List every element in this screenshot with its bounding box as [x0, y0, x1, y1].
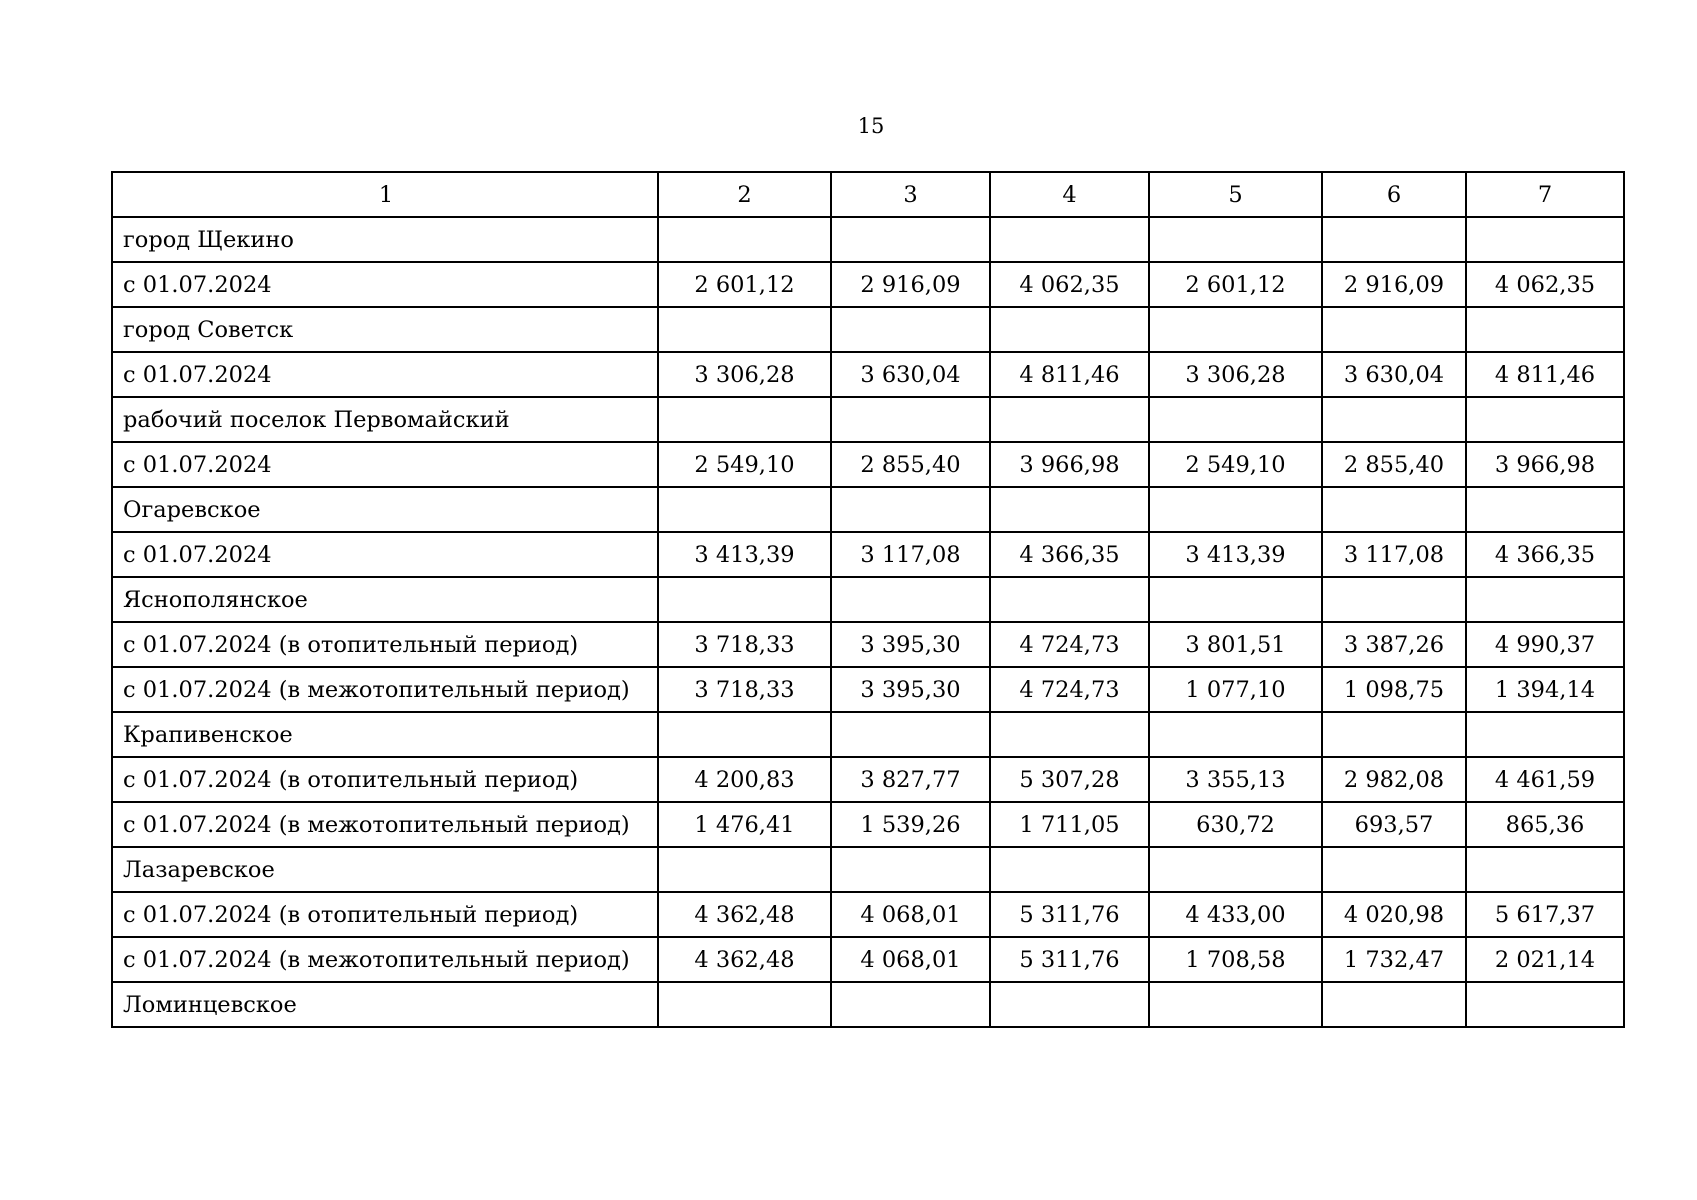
- tariff-value-col-2: 2 549,10: [658, 442, 831, 487]
- tariff-value-col-5: 2 601,12: [1149, 262, 1322, 307]
- tariff-value-col-6: [1322, 487, 1466, 532]
- period-label: с 01.07.2024: [112, 442, 658, 487]
- period-label: с 01.07.2024: [112, 532, 658, 577]
- tariff-value-col-3: [831, 577, 990, 622]
- tariff-value-col-3: [831, 847, 990, 892]
- tariff-value-col-6: [1322, 847, 1466, 892]
- tariff-value-col-6: 1 098,75: [1322, 667, 1466, 712]
- tariff-value-col-6: [1322, 577, 1466, 622]
- tariff-value-col-2: 3 306,28: [658, 352, 831, 397]
- tariff-value-col-4: 4 724,73: [990, 667, 1149, 712]
- tariff-value-col-3: [831, 397, 990, 442]
- tariff-value-col-7: [1466, 577, 1624, 622]
- tariff-value-col-6: 1 732,47: [1322, 937, 1466, 982]
- tariff-value-col-4: 1 711,05: [990, 802, 1149, 847]
- tariff-value-col-3: 2 916,09: [831, 262, 990, 307]
- column-number-6: 6: [1322, 172, 1466, 217]
- settlement-row: [112, 982, 1624, 1027]
- tariff-row: [112, 757, 1624, 802]
- tariff-value-col-3: [831, 712, 990, 757]
- tariff-value-col-5: [1149, 577, 1322, 622]
- period-label: с 01.07.2024 (в межотопительный период): [112, 937, 658, 982]
- tariff-row: [112, 442, 1624, 487]
- tariff-value-col-7: 4 990,37: [1466, 622, 1624, 667]
- tariff-value-col-4: 4 366,35: [990, 532, 1149, 577]
- tariff-value-col-3: 4 068,01: [831, 892, 990, 937]
- page-number: 15: [857, 114, 885, 138]
- tariff-value-col-4: 3 966,98: [990, 442, 1149, 487]
- tariff-value-col-7: [1466, 712, 1624, 757]
- tariff-value-col-3: 3 395,30: [831, 667, 990, 712]
- tariff-value-col-5: [1149, 487, 1322, 532]
- period-label: с 01.07.2024 (в межотопительный период): [112, 667, 658, 712]
- tariff-value-col-4: 4 724,73: [990, 622, 1149, 667]
- tariff-row: [112, 937, 1624, 982]
- settlement-row: [112, 397, 1624, 442]
- tariff-value-col-5: [1149, 397, 1322, 442]
- tariff-value-col-4: [990, 307, 1149, 352]
- tariff-value-col-7: [1466, 847, 1624, 892]
- settlement-name: Крапивенское: [112, 712, 658, 757]
- tariff-value-col-7: 4 062,35: [1466, 262, 1624, 307]
- tariff-value-col-2: [658, 217, 831, 262]
- tariff-value-col-2: 4 200,83: [658, 757, 831, 802]
- tariff-value-col-7: 2 021,14: [1466, 937, 1624, 982]
- period-label: с 01.07.2024: [112, 352, 658, 397]
- tariff-value-col-7: [1466, 307, 1624, 352]
- tariff-row: [112, 262, 1624, 307]
- tariff-value-col-7: 4 811,46: [1466, 352, 1624, 397]
- tariff-value-col-4: [990, 397, 1149, 442]
- tariff-row: [112, 622, 1624, 667]
- settlement-row: [112, 487, 1624, 532]
- tariff-value-col-3: [831, 487, 990, 532]
- tariff-value-col-5: [1149, 307, 1322, 352]
- period-label: с 01.07.2024 (в отопительный период): [112, 892, 658, 937]
- tariff-value-col-3: 3 630,04: [831, 352, 990, 397]
- tariff-value-col-5: [1149, 847, 1322, 892]
- tariff-table: [111, 171, 1625, 1028]
- settlement-name: Ломинцевское: [112, 982, 658, 1027]
- period-label: с 01.07.2024: [112, 262, 658, 307]
- tariff-value-col-2: 3 718,33: [658, 622, 831, 667]
- tariff-value-col-4: [990, 847, 1149, 892]
- tariff-value-col-7: [1466, 397, 1624, 442]
- tariff-value-col-7: 5 617,37: [1466, 892, 1624, 937]
- tariff-value-col-2: [658, 307, 831, 352]
- tariff-value-col-6: [1322, 712, 1466, 757]
- tariff-value-col-6: 3 117,08: [1322, 532, 1466, 577]
- tariff-value-col-2: [658, 397, 831, 442]
- tariff-value-col-4: [990, 712, 1149, 757]
- tariff-value-col-4: 5 311,76: [990, 937, 1149, 982]
- tariff-value-col-5: 2 549,10: [1149, 442, 1322, 487]
- tariff-value-col-3: 4 068,01: [831, 937, 990, 982]
- tariff-value-col-5: 1 708,58: [1149, 937, 1322, 982]
- tariff-value-col-2: [658, 487, 831, 532]
- tariff-value-col-4: [990, 487, 1149, 532]
- tariff-value-col-5: 4 433,00: [1149, 892, 1322, 937]
- tariff-value-col-6: [1322, 397, 1466, 442]
- tariff-value-col-3: 3 117,08: [831, 532, 990, 577]
- tariff-row: [112, 352, 1624, 397]
- tariff-value-col-3: 3 395,30: [831, 622, 990, 667]
- settlement-row: [112, 712, 1624, 757]
- column-number-3: 3: [831, 172, 990, 217]
- tariff-value-col-7: [1466, 217, 1624, 262]
- tariff-value-col-5: 1 077,10: [1149, 667, 1322, 712]
- tariff-value-col-4: 5 307,28: [990, 757, 1149, 802]
- tariff-row: [112, 892, 1624, 937]
- tariff-value-col-7: 3 966,98: [1466, 442, 1624, 487]
- tariff-value-col-4: [990, 217, 1149, 262]
- tariff-value-col-6: 3 387,26: [1322, 622, 1466, 667]
- tariff-row: [112, 667, 1624, 712]
- tariff-value-col-2: 1 476,41: [658, 802, 831, 847]
- tariff-value-col-7: 1 394,14: [1466, 667, 1624, 712]
- table-header-row: [112, 172, 1624, 217]
- column-number-2: 2: [658, 172, 831, 217]
- tariff-value-col-2: [658, 712, 831, 757]
- settlement-name: Лазаревское: [112, 847, 658, 892]
- settlement-name: Огаревское: [112, 487, 658, 532]
- settlement-row: [112, 847, 1624, 892]
- column-number-4: 4: [990, 172, 1149, 217]
- tariff-value-col-6: 2 855,40: [1322, 442, 1466, 487]
- tariff-value-col-2: 3 718,33: [658, 667, 831, 712]
- tariff-value-col-5: [1149, 712, 1322, 757]
- tariff-value-col-2: 2 601,12: [658, 262, 831, 307]
- tariff-value-col-5: 3 306,28: [1149, 352, 1322, 397]
- tariff-value-col-6: [1322, 307, 1466, 352]
- settlement-row: [112, 217, 1624, 262]
- settlement-name: город Советск: [112, 307, 658, 352]
- tariff-value-col-6: 4 020,98: [1322, 892, 1466, 937]
- tariff-value-col-4: 5 311,76: [990, 892, 1149, 937]
- settlement-name: город Щекино: [112, 217, 658, 262]
- tariff-row: [112, 802, 1624, 847]
- tariff-value-col-5: [1149, 982, 1322, 1027]
- column-number-5: 5: [1149, 172, 1322, 217]
- tariff-value-col-5: [1149, 217, 1322, 262]
- tariff-value-col-6: [1322, 982, 1466, 1027]
- tariff-value-col-6: [1322, 217, 1466, 262]
- period-label: с 01.07.2024 (в межотопительный период): [112, 802, 658, 847]
- tariff-value-col-5: 3 801,51: [1149, 622, 1322, 667]
- tariff-value-col-4: 4 062,35: [990, 262, 1149, 307]
- tariff-value-col-2: [658, 982, 831, 1027]
- tariff-value-col-4: [990, 982, 1149, 1027]
- tariff-value-col-3: [831, 307, 990, 352]
- tariff-value-col-2: 3 413,39: [658, 532, 831, 577]
- tariff-value-col-4: 4 811,46: [990, 352, 1149, 397]
- tariff-value-col-5: 630,72: [1149, 802, 1322, 847]
- tariff-value-col-6: 2 916,09: [1322, 262, 1466, 307]
- period-label: с 01.07.2024 (в отопительный период): [112, 757, 658, 802]
- tariff-value-col-5: 3 413,39: [1149, 532, 1322, 577]
- column-number-1: 1: [112, 172, 658, 217]
- tariff-value-col-7: [1466, 982, 1624, 1027]
- tariff-value-col-2: 4 362,48: [658, 937, 831, 982]
- column-number-7: 7: [1466, 172, 1624, 217]
- tariff-value-col-7: 865,36: [1466, 802, 1624, 847]
- tariff-value-col-6: 3 630,04: [1322, 352, 1466, 397]
- tariff-value-col-2: 4 362,48: [658, 892, 831, 937]
- period-label: с 01.07.2024 (в отопительный период): [112, 622, 658, 667]
- tariff-value-col-2: [658, 847, 831, 892]
- tariff-value-col-6: 2 982,08: [1322, 757, 1466, 802]
- tariff-value-col-3: [831, 217, 990, 262]
- tariff-value-col-6: 693,57: [1322, 802, 1466, 847]
- settlement-name: рабочий поселок Первомайский: [112, 397, 658, 442]
- tariff-value-col-3: 2 855,40: [831, 442, 990, 487]
- tariff-value-col-3: [831, 982, 990, 1027]
- tariff-value-col-7: 4 461,59: [1466, 757, 1624, 802]
- tariff-value-col-5: 3 355,13: [1149, 757, 1322, 802]
- settlement-row: [112, 307, 1624, 352]
- tariff-value-col-2: [658, 577, 831, 622]
- tariff-value-col-7: [1466, 487, 1624, 532]
- settlement-row: [112, 577, 1624, 622]
- tariff-value-col-4: [990, 577, 1149, 622]
- tariff-value-col-7: 4 366,35: [1466, 532, 1624, 577]
- tariff-value-col-3: 3 827,77: [831, 757, 990, 802]
- settlement-name: Яснополянское: [112, 577, 658, 622]
- tariff-value-col-3: 1 539,26: [831, 802, 990, 847]
- tariff-row: [112, 532, 1624, 577]
